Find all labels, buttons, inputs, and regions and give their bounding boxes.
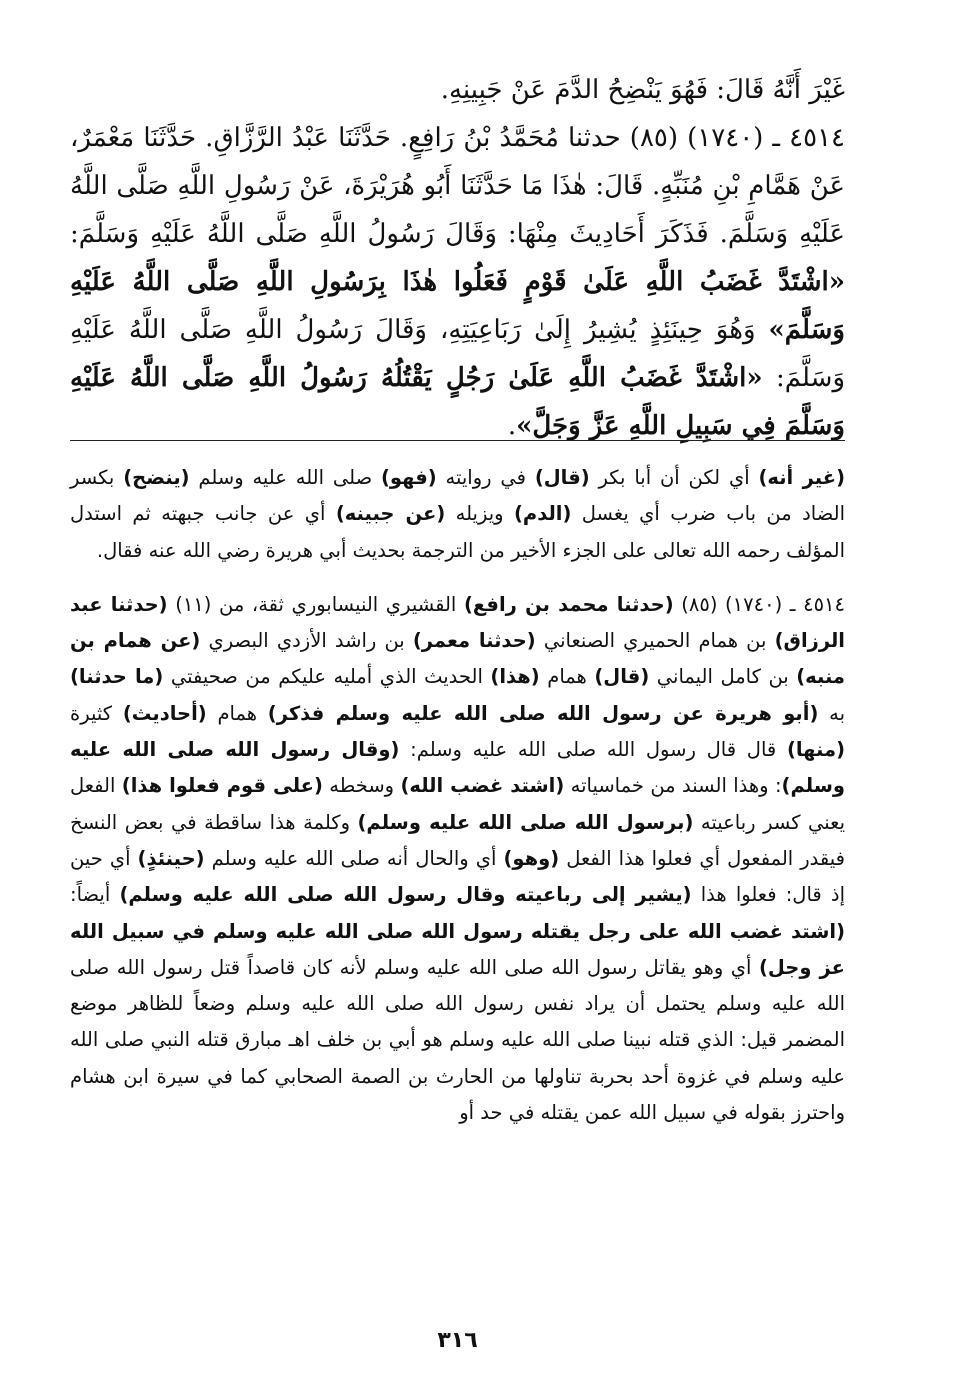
commentary-quoted-text: (فهو) — [380, 466, 437, 489]
commentary-quoted-text: (عن جبينه) — [335, 502, 446, 526]
hadith-text — [70, 66, 845, 450]
commentary-quoted-text: (على قوم فعلوا هذا) — [121, 774, 323, 798]
hadith-quote-2: «اشْتَدَّ غَضَبُ اللَّهِ عَلَىٰ رَجُلٍ يَقْتُلُهُ رَسُولُ اللَّهِ صَلَّى اللَّهُ عَلَيْهِ وَسَلَّمَ فِي سَبِيلِ اللَّهِ عَزَّ وَجَلَّ» — [70, 363, 845, 441]
commentary-text: أي حين إذ قال: فعلوا هذا — [70, 846, 845, 907]
commentary-paragraph-2 — [70, 587, 845, 1131]
commentary-text: أي لكن أن أبا بكر — [589, 466, 759, 489]
hadith-paragraph — [70, 114, 845, 450]
commentary-text: القشيري النيسابوري ثقة، من (١١) — [167, 592, 464, 616]
hadith-narration-middle: وَهُوَ حِينَئِذٍ يُشِيرُ إِلَىٰ رَبَاعِيَتِهِ، وَقَالَ رَسُولُ اللَّهِ صَلَّى اللَّهُ عَلَيْهِ وَسَلَّمَ: — [70, 315, 845, 393]
commentary-quoted-text: (منها) — [786, 738, 846, 762]
commentary-text: وسخطه — [322, 774, 401, 798]
commentary-quoted-text: (هذا) — [490, 665, 540, 689]
hadith-end: . — [507, 411, 517, 441]
commentary-text: أيضاً: — [70, 883, 120, 907]
commentary-quoted-text: (حدثنا محمد بن رافع) — [463, 592, 674, 616]
hadith-narration: ٤٥١٤ ـ (١٧٤٠) (٨٥) حدثنا مُحَمَّدُ بْنُ رَافِعٍ. حَدَّثَنَا عَبْدُ الرَّزَّاقِ. حَدَّثَنَا مَعْمَرٌ، عَنْ هَمَّامِ بْنِ مُنَبِّهٍ. قَالَ: هٰذَا مَا حَدَّثَنَا أَبُو هُرَيْرَةَ، عَنْ رَسُولِ اللَّهِ صَلَّى اللَّهُ عَلَيْهِ وَسَلَّمَ. فَذَكَرَ أَحَادِيثَ مِنْهَا: وَقَالَ رَسُولُ اللَّهِ صَلَّى اللَّهُ عَلَيْهِ وَسَلَّمَ: — [70, 123, 845, 249]
commentary-quoted-text: (الدم) — [513, 502, 572, 526]
commentary-text: الفعل يعني كسر رباعيته — [70, 774, 845, 834]
commentary-quoted-text: (قال) — [534, 466, 590, 489]
commentary-text: أي عن جانب جبهته ثم استدل المؤلف رحمه الله تعالى على الجزء الأخير من الترجمة بحديث أبي هريرة رضي الله عنه فقال. — [70, 502, 845, 562]
commentary-text: همام — [539, 665, 595, 689]
commentary-quoted-text: (برسول الله صلى الله عليه وسلم) — [357, 810, 694, 834]
commentary-text: أي والحال أنه صلى الله عليه وسلم — [204, 846, 504, 870]
commentary-text: همام — [206, 701, 268, 725]
commentary-quoted-text: (وهو) — [503, 846, 560, 870]
commentary-quoted-text: (قال) — [594, 665, 650, 689]
commentary-text: أي وهو يقاتل رسول الله صلى الله عليه وسلم لأنه كان قاصداً قتل رسول الله صلى الله عليه وسلم يحتمل أن يراد نفس رسول الله صلى الله عليه وسلم وضعاً للظاهر موضع المضمر قيل: الذي قتله نبينا صلى الله عليه وسلم هو أبي بن خلف اهـ مبارق قتله النبي صلى الله عليه وسلم في غزوة أحد بحربة تناولها من الحارث بن الصمة الصحابي كما في سيرة ابن هشام واحترز بقوله في سبيل الله عمن يقتله في حد أو — [70, 955, 845, 1125]
commentary-text: ويزيله — [445, 502, 514, 526]
commentary-quoted-text: (يشير إلى رباعيته وقال رسول الله صلى الله عليه وسلم) — [119, 883, 692, 907]
commentary-quoted-text: (غير أنه) — [758, 466, 845, 489]
commentary-text: به — [818, 701, 846, 725]
commentary-quoted-text: (عن همام بن منبه) — [70, 629, 845, 689]
commentary-quoted-text: (حدثنا معمر) — [412, 629, 536, 653]
commentary-quoted-text: (حينئذٍ) — [137, 846, 205, 870]
commentary-text: بن راشد الأزدي البصري — [200, 629, 413, 653]
hadith-intro: غَيْرَ أَنَّهُ قَالَ: فَهُوَ يَنْضِحُ الدَّمَ عَنْ جَبِينِهِ. — [440, 75, 845, 105]
commentary-text: بكسر الضاد من باب ضرب أي يغسل — [70, 466, 845, 526]
page — [70, 66, 845, 1356]
commentary-text: في روايته — [436, 466, 535, 489]
commentary — [70, 460, 845, 1149]
commentary-quoted-text: (حدثنا عبد الرزاق) — [70, 592, 845, 653]
commentary-text: بن همام الحميري الصنعاني — [535, 629, 775, 653]
commentary-text: صلى الله عليه وسلم — [189, 466, 381, 489]
hadith-quote-1: «اشْتَدَّ غَضَبُ اللَّهِ عَلَىٰ قَوْمٍ فَعَلُوا هٰذَا بِرَسُولِ اللَّهِ صَلَّى اللَّهُ عَلَيْهِ وَسَلَّمَ» — [70, 267, 845, 345]
commentary-quoted-text: (اشتد غضب الله على رجل يقتله رسول الله صلى الله عليه وسلم في سبيل الله عز وجل) — [70, 919, 845, 979]
commentary-text: وكلمة هذا ساقطة في بعض النسخ فيقدر المفعول أي فعلوا هذا الفعل — [70, 810, 845, 870]
commentary-text: : وهذا السند من خماسياته — [564, 774, 782, 798]
commentary-text: ٤٥١٤ ـ (١٧٤٠) (٨٥) — [673, 592, 846, 616]
commentary-quoted-text: (أبو هريرة عن رسول الله صلى الله عليه وسلم فذكر) — [267, 701, 819, 725]
commentary-quoted-text: (ينضح) — [123, 466, 190, 489]
page-number: ٣١٦ — [437, 1328, 478, 1353]
commentary-text: كثيرة — [70, 701, 123, 725]
commentary-quoted-text: (اشتد غضب الله) — [400, 774, 565, 798]
commentary-quoted-text: (أحاديث) — [122, 701, 207, 725]
footnote-divider — [70, 440, 845, 441]
commentary-text: بن كامل اليماني — [649, 665, 797, 689]
commentary-quoted-text: (وقال رسول الله صلى الله عليه وسلم) — [70, 738, 845, 798]
commentary-text: الحديث الذي أمليه عليكم من صحيفتي — [163, 665, 491, 689]
commentary-quoted-text: (ما حدثنا) — [70, 665, 164, 689]
commentary-paragraph-1 — [70, 460, 845, 569]
commentary-text: قال قال رسول الله صلى الله عليه وسلم: — [399, 738, 787, 762]
